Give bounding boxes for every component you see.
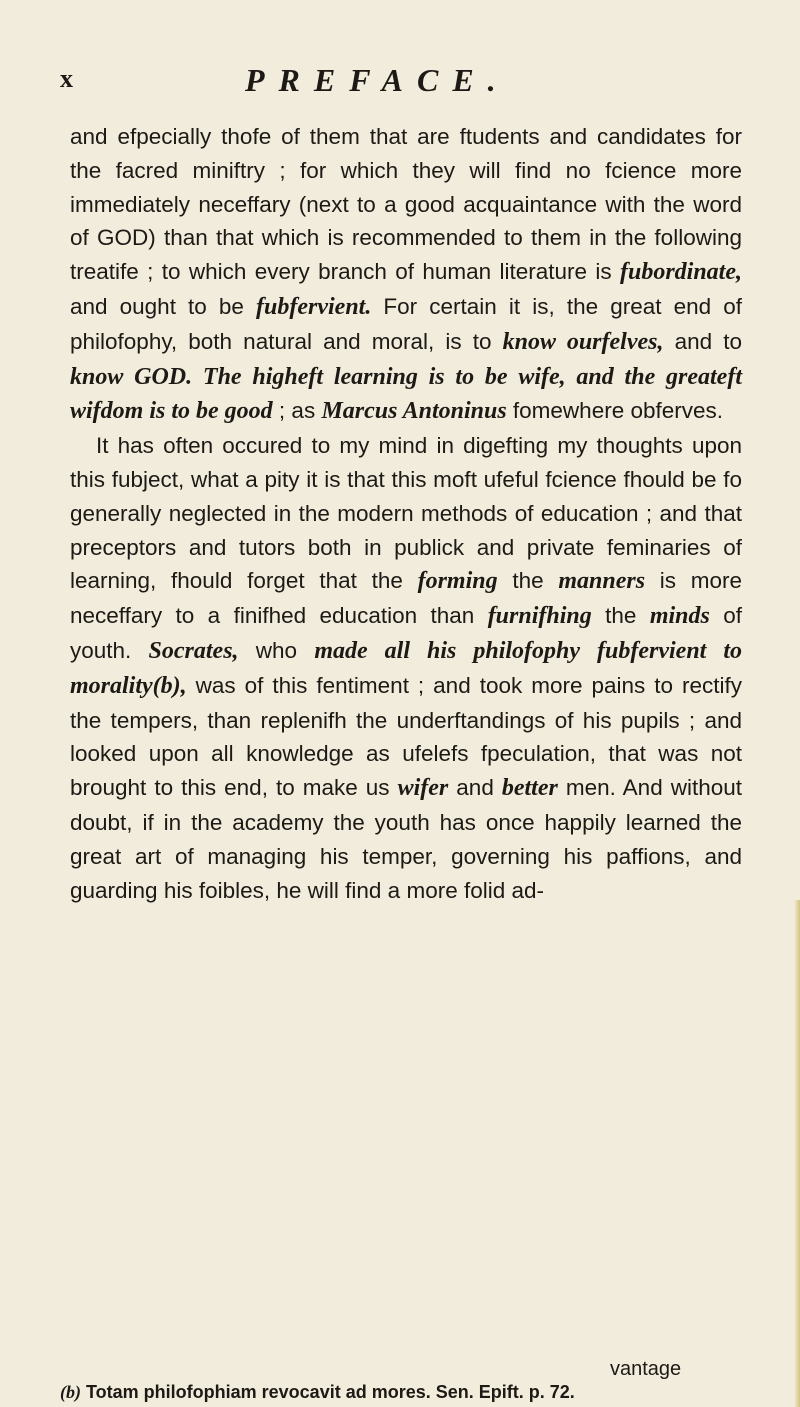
text-run: For certain it is, the great end of philofophy, both natural and moral, is to (70, 293, 742, 354)
footnote-text: Totam philofophiam revocavit ad mores. Sen. Epift. p. 72. (81, 1382, 575, 1402)
italic-text: fubordinate, (619, 259, 742, 286)
italic-text: Marcus Antoninus (321, 398, 507, 425)
paragraph (70, 120, 742, 429)
text-run: men. And without doubt, if in the academy the youth has once happily learned the great art of managing his temper, governing his paffions, and guarding his foibles, he will find a more folid ad- (70, 775, 743, 903)
page-header (0, 62, 800, 102)
text-run: fomewhere obferves. (506, 398, 724, 424)
italic-text: furnifhing (487, 603, 592, 630)
italic-text: know GOD. The higheft learning is to be wife, and the greateft wifdom is to be good (70, 363, 742, 425)
italic-text: know ourfelves, (502, 328, 664, 355)
text-run: and (448, 775, 502, 801)
italic-text: minds (649, 603, 710, 630)
italic-text: forming (417, 568, 498, 595)
text-run: ; as (272, 398, 322, 424)
italic-text: better (501, 775, 558, 802)
italic-text: Socrates, (148, 637, 239, 664)
text-run: and to (663, 328, 743, 354)
text-run: and efpecially thofe of them that are ftudents and candidates for the facred miniftry ; for which they will find no fcience more immediately neceffary (next to a good acquaintance with the word of GOD) than that which is recommended to them in the following treatife ; to which every branch of human literature is (70, 124, 742, 285)
body-text (70, 120, 742, 907)
running-head: PREFACE. (245, 62, 510, 98)
footnote-mark: (b) (60, 1382, 81, 1402)
italic-text: wifer (397, 775, 449, 802)
italic-text: made all his philofophy fubfervient to morality(b), (70, 637, 742, 699)
text-run: and ought to be (70, 293, 257, 319)
text-run: was of this fentiment ; and took more pains to rectify the tempers, than replenifh the underftandings of his pupils ; and looked upon all knowledge as ufelefs fpeculation, that was not brought to this end, to make us (70, 672, 742, 801)
text-run: the (591, 603, 650, 629)
page-edge-stain (794, 900, 800, 1407)
page-number: x (60, 64, 73, 93)
italic-text: fubfervient. (256, 293, 372, 320)
paragraph (70, 429, 742, 907)
catchword: vantage (610, 1358, 682, 1380)
text-run: It has often occured to my mind in digefting my thoughts upon this fubject, what a pity it is that this moft ufeful fcience fhould be fo generally neglected in the modern methods of education ; and that preceptors and tutors both in publick and private feminaries of learning, fhould forget that the (70, 433, 742, 594)
italic-text: manners (558, 568, 646, 595)
text-run: who (238, 637, 315, 663)
footnote (60, 1382, 760, 1403)
text-run: is more neceffary to a finifhed education than (70, 568, 743, 629)
text-run: the (497, 568, 559, 594)
text-run: of youth. (70, 603, 742, 663)
